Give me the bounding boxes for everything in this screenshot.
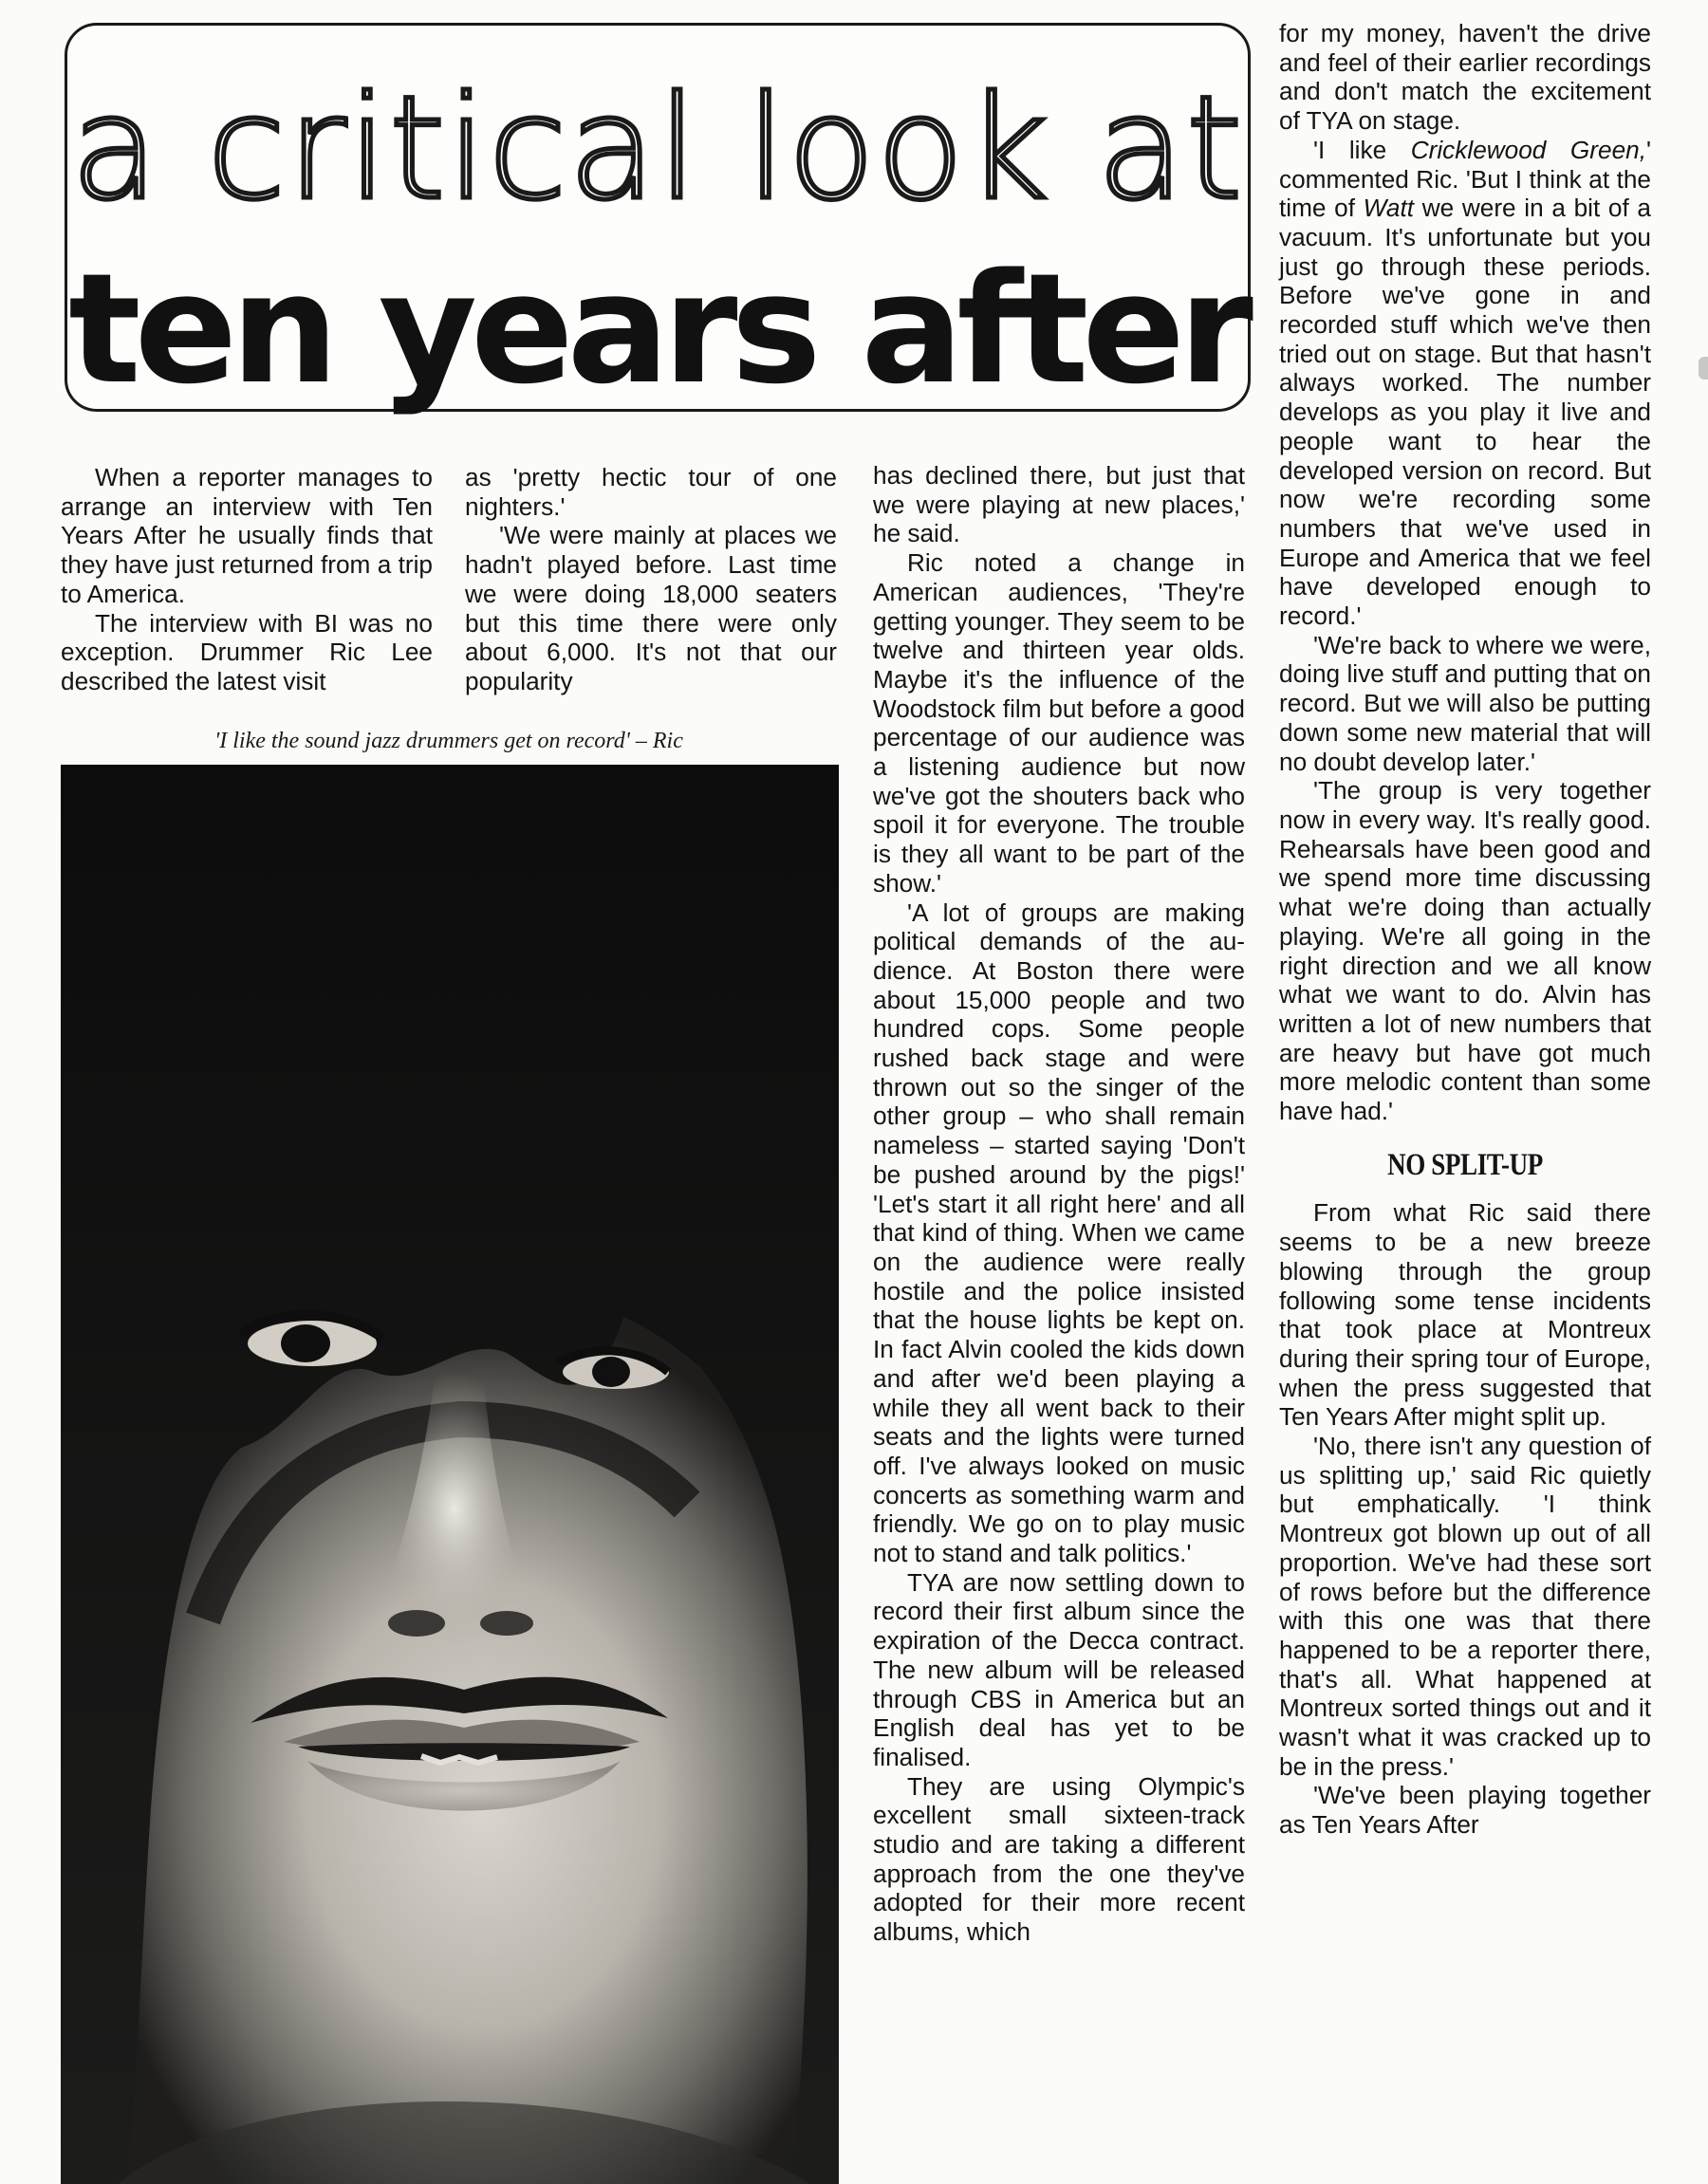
article-column-3 (873, 461, 1245, 1947)
text-run: 'I like (1313, 135, 1411, 164)
paragraph: 'A lot of groups are making political demands of the audience. At Boston there were about 15,000 people and two hundred cops. Some people rushed back stage and were thrown out so the singer of the other group – who shall remain nameless – started saying 'Don't be pushed around by the pigs!' 'Let's start it all right here' and all that kind of thing. When we came on the audience were really hostile and the police insisted that the house lights be kept on. In fact Alvin cooled the kids down and after we'd been playing a while they all went back to their seats and the lights were turned off. I've always looked on music concerts as something warm and friendly. We go on to play music not to stand and talk politics.' (873, 898, 1245, 1568)
page-edge-mark (1699, 357, 1708, 379)
paragraph: From what Ric said there seems to be a new breeze blowing through the group following some tense incidents that took place at Montreux during their spring tour of Europe, when the press suggested that Ten Years After might split up. (1279, 1198, 1651, 1432)
paragraph: 'We were mainly at places we hadn't played before. Last time we were doing 18,000 seaters but this time there were only about 6,000. It's not that our popularity (465, 521, 837, 695)
portrait-photo-illustration (61, 765, 839, 2184)
section-subhead: NO SPLIT-UP (1387, 1147, 1543, 1182)
paragraph: Ric noted a change in American audiences, 'They're getting younger. They seem to be twelve and thirteen year olds. Maybe it's the influence of the Woodstock film but before a good percentage of our audience was a listening audience but now we've got the shouters back who spoil it for everyone. The trouble is they all want to be part of the show.' (873, 548, 1245, 898)
paragraph: When a reporter manages to arrange an interview with Ten Years After he usually finds that they have just returned from a trip to America. (61, 463, 433, 608)
headline-box (65, 23, 1251, 417)
text-run: ' commented Ric. 'But I think at the time of (1279, 135, 1651, 223)
article-column-1 (61, 463, 433, 696)
paragraph: has declined there, but just that we were playing at new places,' he said. (873, 461, 1245, 548)
article-column-2 (465, 463, 837, 696)
paragraph: 'No, there isn't any question of us splitting up,' said Ric quietly but emphatically. 'I think Montreux got blown up out of all proportion. We've had these sort of rows before but the difference with this one was that there happened to be a reporter there, that's all. What happened at Montreux sorted things out and it wasn't what it was cracked up to be in the press.' (1279, 1432, 1651, 1781)
album-title-cricklewood-green: Cricklewood Green, (1410, 135, 1646, 164)
paragraph: The interview with BI was no exception. Drummer Ric Lee described the latest visit (61, 608, 433, 695)
paragraph (1279, 136, 1651, 631)
text-run: we were in a bit of a vacuum. It's unfortunate but you just go through these periods. Before we've gone in and recorded stuff which we've then tried out on stage. But that hasn't always worked. The number develops as you play it live and people want to hear the developed version on record. But now we're recording some numbers that we've used in Europe and America that we feel have developed enough to record.' (1279, 194, 1651, 631)
paragraph: as 'pretty hectic tour of one nighters.' (465, 463, 837, 521)
paragraph: for my money, haven't the drive and feel of their earlier recordings and don't match the excitement of TYA on stage. (1279, 19, 1651, 136)
paragraph: 'We're back to where we were, doing live stuff and putting that on record. But we will also be putting down some new material that will no doubt develop later.' (1279, 630, 1651, 776)
portrait-photo (61, 765, 839, 2184)
paragraph: TYA are now settling down to record their first album since the expiration of the Decca contract. The new album will be released through CBS in America but an English deal has yet to be finalised. (873, 1567, 1245, 1771)
headline-line-2: ten years after (68, 240, 1247, 417)
paragraph: 'The group is very together now in every way. It's really good. Rehearsals have been good and we spend more time discussing what we're doing than actually playing. We're all going in the right direction and we all know what we want to do. Alvin has written a lot of new numbers that are heavy but have got much more melodic content than some have had.' (1279, 776, 1651, 1126)
photo-caption: 'I like the sound jazz drummers get on record' – Ric (214, 729, 683, 753)
headline-line-1: a critical look at (70, 66, 1245, 231)
paragraph: They are using Olympic's excellent small sixteen-track studio and are taking a different approach from the one they've adopted for their more recent albums, which (873, 1771, 1245, 1947)
paragraph: 'We've been playing together as Ten Years After (1279, 1781, 1651, 1840)
article-column-4 (1279, 19, 1651, 1840)
album-title-watt: Watt (1363, 194, 1415, 223)
